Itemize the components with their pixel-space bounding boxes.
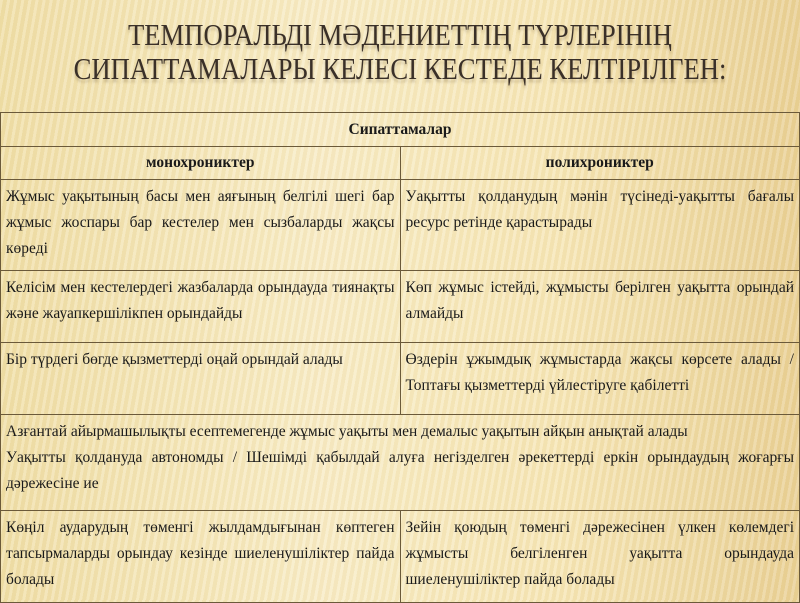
column-header-polychronic: полихрониктер [400,147,800,180]
title-line-2: СИПАТТАМАЛАРЫ КЕЛЕСІ КЕСТЕДЕ КЕЛТІРІЛГЕН: [73,51,727,86]
table-row [1,180,800,271]
characteristics-table [0,112,800,603]
slide-title [56,18,744,86]
table-row [1,511,800,603]
table-cell: Зейін қоюдың төменгі дәрежесінен үлкен көлемдегі жұмысты белгіленген уақытта орындауда шиеленушіліктер пайда болады [400,511,800,603]
table-row [1,343,800,415]
table-cell: Келісім мен кестелердегі жазбаларда орындауда тиянақты және жауапкершілікпен орындайды [1,271,401,343]
table-row [1,271,800,343]
table-cell: Көп жұмыс істейді, жұмысты берілген уақытта орындай алмайды [400,271,800,343]
table-cell: Уақытты қолданудың мәнін түсінеді-уақытты бағалы ресурс ретінде қарастырады [400,180,800,271]
column-header-monochronic: монохрониктер [1,147,401,180]
table-cell: Көңіл аударудың төменгі жылдамдығынан көптеген тапсырмаларды орындау кезінде шиеленушіліктер пайда болады [1,511,401,603]
table-header: Сипаттамалар [1,113,800,147]
merged-line-2: Уақытты қолдануда автономды / Шешімді қабылдай алуға негізделген әрекеттерді еркін орындаудың жоғарғы дәрежесіне ие [6,449,794,492]
title-line-1: ТЕМПОРАЛЬДІ МӘДЕНИЕТТІҢ ТҮРЛЕРІНІҢ [127,17,673,52]
merged-line-1: Азғантай айырмашылықты есептемегенде жұмыс уақыты мен демалыс уақытын айқын анықтай алады [6,423,688,440]
table-cell: Өздерін ұжымдық жұмыстарда жақсы көрсете алады / Топтағы қызметтерді үйлестіруге қабілетті [400,343,800,415]
table-cell-merged [1,415,800,511]
table-cell: Жұмыс уақытының басы мен аяғының белгілі шегі бар жұмыс жоспары бар кестелер мен сызбаларды жақсы көреді [1,180,401,271]
table-cell: Бір түрдегі бөгде қызметтерді оңай орындай алады [1,343,401,415]
table-row-merged [1,415,800,511]
